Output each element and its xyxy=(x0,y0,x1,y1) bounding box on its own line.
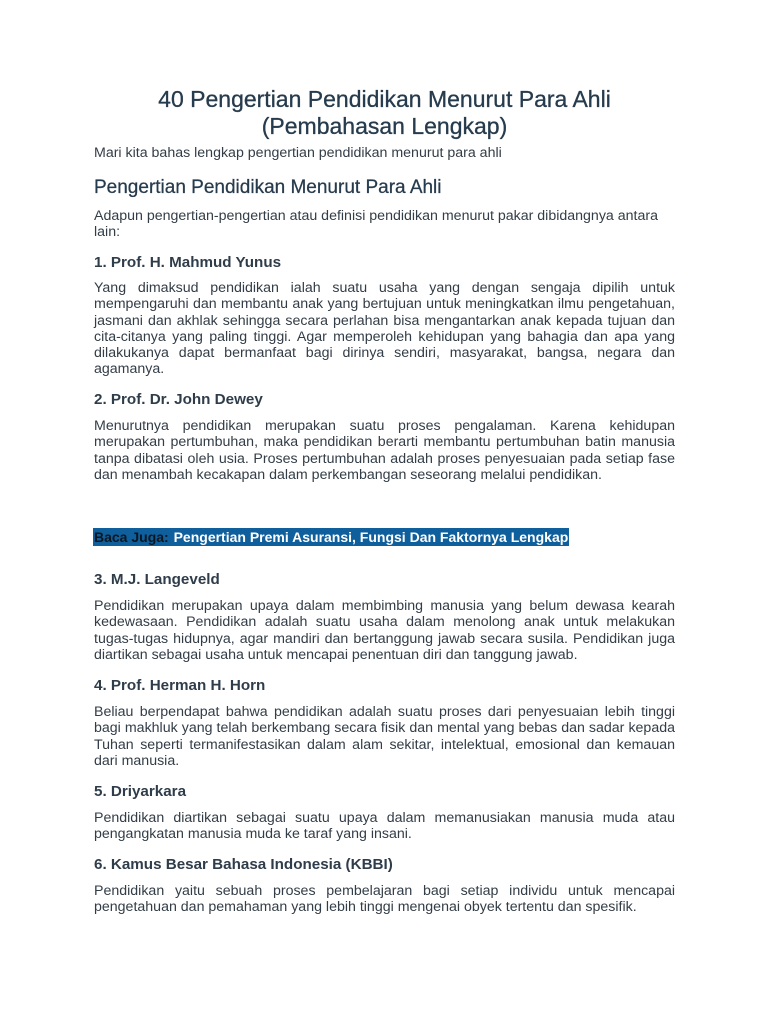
expert-heading: 4. Prof. Herman H. Horn xyxy=(94,677,266,694)
document-title: 40 Pengertian Pendidikan Menurut Para Ahli (Pembahasan Lengkap) xyxy=(158,86,611,139)
expert-5-heading-block xyxy=(94,783,675,801)
expert-paragraph: Beliau berpendapat bahwa pendidikan adalah suatu proses dari penyesuaian lebih tinggi bagi makhluk yang telah berkembang secara fisik dan mental yang bebas dan sadar kepada Tuhan seperti termanifestasikan dalam alam sekitar, intelektual, emosional dan kemauan dari manusia. xyxy=(94,704,675,769)
expert-1-text-block xyxy=(94,280,675,378)
baca-juga-label: Baca Juga: xyxy=(94,529,169,545)
expert-heading: 3. M.J. Langeveld xyxy=(94,571,220,588)
expert-paragraph: Menurutnya pendidikan merupakan suatu proses pengalaman. Karena kehidupan merupakan pertumbuhan, maka pendidikan berarti membantu pertumbuhan batin manusia tanpa dibatasi oleh usia. Proses pertumbuhan adalah proses penyesuaian pada setiap fase dan menambah kecakapan dalam perkembangan seseorang melalui pendidikan. xyxy=(94,418,675,483)
expert-heading: 6. Kamus Besar Bahasa Indonesia (KBBI) xyxy=(94,856,393,873)
expert-3-text-block xyxy=(94,598,675,663)
expert-4-text-block xyxy=(94,704,675,769)
expert-heading: 1. Prof. H. Mahmud Yunus xyxy=(94,254,282,271)
baca-juga-callout xyxy=(93,528,569,546)
expert-3-heading-block xyxy=(94,571,675,589)
expert-paragraph: Pendidikan diartikan sebagai suatu upaya dalam memanusiakan manusia muda atau pengangkatan manusia muda ke taraf yang insani. xyxy=(94,810,675,843)
section-intro-block xyxy=(94,208,675,241)
expert-paragraph: Yang dimaksud pendidikan ialah suatu usaha yang dengan sengaja dipilih untuk mempengaruhi dan membantu anak yang bertujuan untuk meningkatkan ilmu pengetahuan, jasmani dan akhlak sehingga secara perlahan bisa mengantarkan anak kepada tujuan dan cita-citanya yang paling tinggi. Agar memperoleh kehidupan yang bahagia dan apa yang dilakukanya dapat bermanfaat bagi dirinya sendiri, masyarakat, bangsa, negara dan agamanya. xyxy=(94,280,675,378)
baca-juga-link[interactable]: Pengertian Premi Asuransi, Fungsi Dan Faktornya Lengkap xyxy=(173,529,569,545)
expert-6-text-block xyxy=(94,883,675,916)
intro-text: Mari kita bahas lengkap pengertian pendidikan menurut para ahli xyxy=(94,145,502,161)
expert-paragraph: Pendidikan merupakan upaya dalam membimbing manusia yang belum dewasa kearah kedewasaan. Pendidikan adalah suatu usaha dalam menolong anak untuk melakukan tugas-tugas hidupnya, agar mandiri dan bertanggung jawab secara susila. Pendidikan juga diartikan sebagai usaha untuk mencapai penentuan diri dan tanggung jawab. xyxy=(94,598,675,663)
expert-2-text-block xyxy=(94,418,675,483)
expert-1-heading-block xyxy=(94,254,675,272)
expert-paragraph: Pendidikan yaitu sebuah proses pembelajaran bagi setiap individu untuk mencapai pengetahuan dan pemahaman yang lebih tinggi mengenai obyek tertentu dan spesifik. xyxy=(94,883,675,916)
section-title: Pengertian Pendidikan Menurut Para Ahli xyxy=(94,177,442,198)
expert-6-heading-block xyxy=(94,856,675,874)
expert-heading: 5. Driyarkara xyxy=(94,783,187,800)
expert-5-text-block xyxy=(94,810,675,843)
expert-heading: 2. Prof. Dr. John Dewey xyxy=(94,391,263,408)
section-intro-text: Adapun pengertian-pengertian atau definisi pendidikan menurut pakar dibidangnya antara lain: xyxy=(94,208,658,241)
expert-2-heading-block xyxy=(94,391,675,409)
expert-4-heading-block xyxy=(94,677,675,695)
